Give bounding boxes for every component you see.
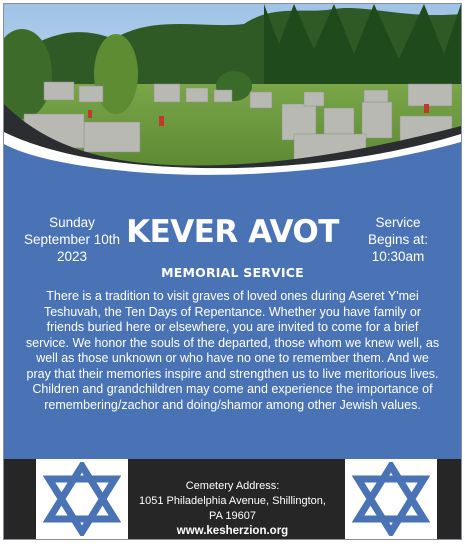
cemetery-photo [4,4,461,204]
address-line1: 1051 Philadelphia Avenue, Shillington, [139,495,326,507]
event-time-line2: Begins at: [367,232,429,247]
event-year: 2023 [56,249,88,264]
event-subtitle: MEMORIAL SERVICE [161,265,304,280]
event-time-line3: 10:30am [371,249,425,264]
event-time [338,214,458,265]
memorial-flyer [3,3,462,540]
address-label: Cemetery Address: [185,480,280,492]
star-of-david-icon [345,459,437,539]
page-title: KEVER AVOT [126,214,339,250]
event-day: Sunday [49,215,95,230]
footer-bar [4,459,461,539]
cemetery-address [124,479,341,539]
event-time-line1: Service [375,215,421,230]
event-date-text: September 10th [23,232,121,247]
address-line2: PA 19607 [209,510,256,522]
event-description: There is a tradition to visit graves of loved ones during Aseret Y'mei Teshuvah, the Ten Days of Repentance. Whether you have family or friends buried here or elsewhere, you are invited to come for a brief service. We honor the souls of the departed, those whom we knew well, as well as those unknown or who have no one to remember them. And we pray that their memories inspire and strengthen us to live meritorious lives. Children and grandchildren may come and experience the importance of remembering/zachor and doing/shamor among other Jewish values. [25,289,440,412]
star-of-david-icon [36,459,128,539]
website-link[interactable]: www.kesherzion.org [176,525,289,537]
